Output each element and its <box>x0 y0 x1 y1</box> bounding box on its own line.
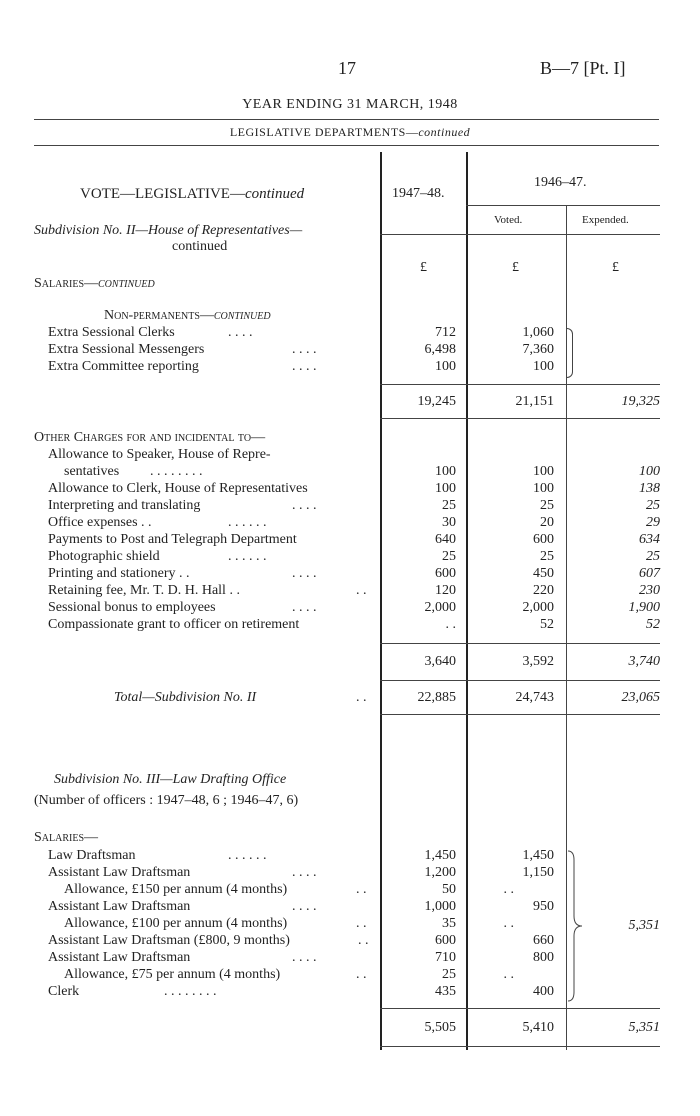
page-title: YEAR ENDING 31 MARCH, 1948 <box>242 97 458 112</box>
header-rule <box>380 234 660 235</box>
row-leader-dots: . . . . . . <box>228 515 267 530</box>
cell-expended: 607 <box>639 566 660 581</box>
bottom-rule <box>380 1046 660 1047</box>
cell-voted: 600 <box>533 532 554 547</box>
cell-voted: . . <box>503 916 514 931</box>
row-label: Allowance, £75 per annum (4 months) <box>64 967 281 982</box>
subdivision-2-total-voted: 24,743 <box>515 690 554 705</box>
row-leader-dots: . . <box>356 583 367 598</box>
title-rule <box>34 119 659 120</box>
salaries-heading <box>34 276 155 292</box>
row-label: Clerk <box>48 984 80 999</box>
row-leader-dots: . . . . <box>292 498 317 513</box>
currency-voted: £ <box>512 260 519 275</box>
row-leader-dots: . . <box>356 690 367 705</box>
cell-voted: 1,450 <box>522 848 554 863</box>
row-leader-dots: . . . . . . . . <box>164 984 217 999</box>
subtotal-rule <box>380 680 660 681</box>
row-leader-dots: . . <box>356 967 367 982</box>
subdivision-2-title-continued: continued <box>172 239 228 254</box>
cell-1947: 640 <box>435 532 456 547</box>
cell-voted: 100 <box>533 359 554 374</box>
cell-1947: 1,200 <box>424 865 456 880</box>
subdivision-2-title: Subdivision No. II—House of Representatives— <box>34 223 303 238</box>
row-leader-dots: . . . . <box>292 359 317 374</box>
document-reference: B—7 [Pt. I] <box>540 58 626 78</box>
cell-expended: 1,900 <box>628 600 660 615</box>
row-label: Printing and stationery . . <box>48 566 190 581</box>
vote-heading-continued: continued <box>244 186 305 202</box>
currency-1947: £ <box>420 260 427 275</box>
column-header-1946: 1946–47. <box>534 175 587 190</box>
cell-expended: 230 <box>639 583 660 598</box>
cell-1947: 100 <box>435 481 456 496</box>
year-rule <box>466 205 660 206</box>
cell-expended: 25 <box>646 549 660 564</box>
row-label: Assistant Law Draftsman <box>48 865 191 880</box>
row-leader-dots: . . <box>358 933 369 948</box>
cell-expended: 52 <box>646 617 660 632</box>
cell-1947: 100 <box>435 359 456 374</box>
cell-voted: 450 <box>533 566 554 581</box>
cell-1947: 50 <box>442 882 456 897</box>
cell-expended: 100 <box>639 464 660 479</box>
cell-voted: . . <box>503 882 514 897</box>
cell-expended: 138 <box>639 481 660 496</box>
row-leader-dots: . . . . <box>292 600 317 615</box>
nonpermanents-heading-continued: continued <box>213 308 271 323</box>
cell-expended: 29 <box>646 515 660 530</box>
page-subtitle <box>0 125 700 140</box>
row-label: Sessional bonus to employees <box>48 600 216 615</box>
row-label: Retaining fee, Mr. T. D. H. Hall . . <box>48 583 240 598</box>
cell-1947: 30 <box>442 515 456 530</box>
row-leader-dots: . . . . <box>228 325 253 340</box>
expended-brace <box>566 328 573 378</box>
row-leader-dots: . . . . <box>292 950 317 965</box>
cell-1947: 120 <box>435 583 456 598</box>
subtitle-rule <box>34 145 659 146</box>
cell-1947: 712 <box>435 325 456 340</box>
row-leader-dots: . . . . <box>292 899 317 914</box>
row-label: Interpreting and translating <box>48 498 201 513</box>
row-label: Extra Sessional Clerks <box>48 325 175 340</box>
row-label: Assistant Law Draftsman <box>48 950 191 965</box>
cell-1947: 35 <box>442 916 456 931</box>
vote-heading-text: VOTE—LEGISLATIVE— <box>80 186 245 202</box>
cell-voted: 100 <box>533 481 554 496</box>
cell-1947: 600 <box>435 933 456 948</box>
row-leader-dots: . . . . <box>292 566 317 581</box>
other-total-1947: 3,640 <box>424 654 456 669</box>
subtotal-rule <box>380 1008 660 1009</box>
subdivision-3-officers: (Number of officers : 1947–48, 6 ; 1946–47, 6) <box>34 793 299 808</box>
column-header-1947: 1947–48. <box>392 186 445 201</box>
cell-1947: 1,450 <box>424 848 456 863</box>
row-label: Payments to Post and Telegraph Department <box>48 532 297 547</box>
cell-1947: 710 <box>435 950 456 965</box>
cell-voted: 20 <box>540 515 554 530</box>
cell-voted: 100 <box>533 464 554 479</box>
cell-1947: 6,498 <box>424 342 456 357</box>
nonpermanents-heading <box>104 308 271 324</box>
row-label: Photographic shield <box>48 549 160 564</box>
other-total-expended: 3,740 <box>628 654 660 669</box>
subdivision-3-total-1947: 5,505 <box>424 1020 456 1035</box>
cell-1947: 100 <box>435 464 456 479</box>
row-label: sentatives <box>64 464 120 479</box>
cell-voted: 7,360 <box>522 342 554 357</box>
row-label: Extra Committee reporting <box>48 359 199 374</box>
subdivision-3-title: Subdivision No. III—Law Drafting Office <box>54 772 287 787</box>
row-label: Assistant Law Draftsman <box>48 899 191 914</box>
cell-voted: 660 <box>533 933 554 948</box>
cell-voted: . . <box>503 967 514 982</box>
row-label: Allowance, £150 per annum (4 months) <box>64 882 288 897</box>
cell-voted: 400 <box>533 984 554 999</box>
column-header-expended: Expended. <box>582 214 629 226</box>
cell-voted: 800 <box>533 950 554 965</box>
cell-voted: 950 <box>533 899 554 914</box>
row-label: Allowance to Speaker, House of Repre- <box>48 447 271 462</box>
salaries-heading-text: Salaries— <box>34 276 99 291</box>
row-label: Assistant Law Draftsman (£800, 9 months) <box>48 933 290 948</box>
row-leader-dots: . . <box>356 916 367 931</box>
subdivision-2-total-label: Total—Subdivision No. II <box>114 690 257 705</box>
column-header-voted: Voted. <box>494 214 523 226</box>
subtotal-rule <box>380 643 660 644</box>
row-label: Office expenses . . <box>48 515 152 530</box>
row-label: Allowance to Clerk, House of Representatives <box>48 481 308 496</box>
row-label: Allowance, £100 per annum (4 months) <box>64 916 288 931</box>
currency-expended: £ <box>612 260 619 275</box>
row-label: Law Draftsman <box>48 848 136 863</box>
subtitle-main: LEGISLATIVE DEPARTMENTS— <box>229 125 419 139</box>
other-charges-heading: Other Charges for and incidental to— <box>34 430 266 445</box>
subtotal-rule <box>380 714 660 715</box>
subdivision-2-total-1947: 22,885 <box>417 690 456 705</box>
salaries-heading-continued: continued <box>98 276 155 291</box>
row-leader-dots: . . . . . . . . <box>150 464 203 479</box>
cell-voted: 220 <box>533 583 554 598</box>
salaries-total-expended: 19,325 <box>621 394 660 409</box>
subtitle-continued: continued <box>418 125 471 139</box>
cell-voted: 25 <box>540 549 554 564</box>
subdivision-3-total-expended: 5,351 <box>628 1020 660 1035</box>
cell-voted: 25 <box>540 498 554 513</box>
salaries-total-voted: 21,151 <box>515 394 554 409</box>
cell-expended: 634 <box>639 532 660 547</box>
expended-brace <box>566 850 590 1002</box>
row-label: Extra Sessional Messengers <box>48 342 205 357</box>
subtotal-rule <box>380 384 660 385</box>
page-number: 17 <box>338 58 356 78</box>
cell-voted: 1,150 <box>522 865 554 880</box>
subdivision-2-total-expended: 23,065 <box>621 690 660 705</box>
cell-1947: 600 <box>435 566 456 581</box>
cell-1947: . . <box>445 617 456 632</box>
expended-brace-value: 5,351 <box>628 918 660 933</box>
cell-1947: 25 <box>442 498 456 513</box>
row-leader-dots: . . <box>356 882 367 897</box>
row-leader-dots: . . . . <box>292 865 317 880</box>
other-total-voted: 3,592 <box>522 654 554 669</box>
cell-1947: 435 <box>435 984 456 999</box>
nonpermanents-heading-text: Non-permanents— <box>104 308 214 323</box>
cell-1947: 25 <box>442 967 456 982</box>
row-leader-dots: . . . . <box>292 342 317 357</box>
row-label: Compassionate grant to officer on retirement <box>48 617 300 632</box>
cell-1947: 1,000 <box>424 899 456 914</box>
cell-voted: 1,060 <box>522 325 554 340</box>
row-leader-dots: . . . . . . <box>228 549 267 564</box>
subdivision-3-total-voted: 5,410 <box>522 1020 554 1035</box>
cell-1947: 25 <box>442 549 456 564</box>
cell-voted: 2,000 <box>522 600 554 615</box>
cell-expended: 25 <box>646 498 660 513</box>
vote-heading <box>80 186 304 203</box>
salaries-total-1947: 19,245 <box>417 394 456 409</box>
cell-1947: 2,000 <box>424 600 456 615</box>
cell-voted: 52 <box>540 617 554 632</box>
subtotal-rule <box>380 418 660 419</box>
row-leader-dots: . . . . . . <box>228 848 267 863</box>
subdivision-3-salaries-heading: Salaries— <box>34 830 99 845</box>
